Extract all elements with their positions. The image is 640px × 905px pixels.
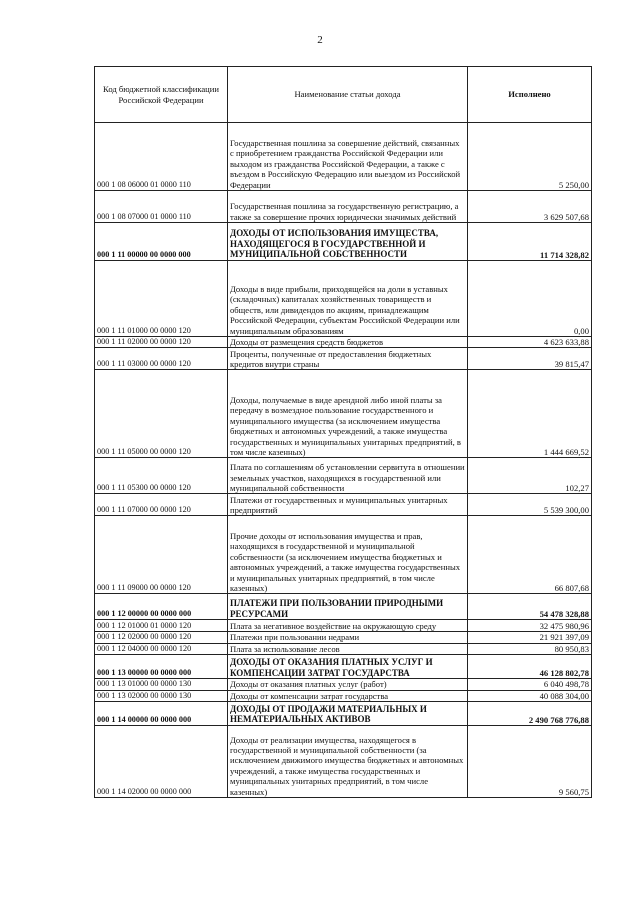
row-value: 5 250,00 [468, 123, 592, 191]
table-row [95, 726, 592, 798]
row-name: Плата по соглашениям об установлении сервитута в отношении земельных участков, находящихся в государственной или муниципальной собственности [228, 458, 468, 494]
row-code: 000 1 11 01000 00 0000 120 [95, 261, 228, 337]
row-value: 3 629 507,68 [468, 191, 592, 223]
row-name: Доходы от компенсации затрат государства [228, 690, 468, 701]
row-code: 000 1 13 02000 00 0000 130 [95, 690, 228, 701]
table-row [95, 632, 592, 643]
row-code: 000 1 11 03000 00 0000 120 [95, 348, 228, 370]
table-row [95, 679, 592, 690]
row-value: 54 478 328,88 [468, 594, 592, 620]
table-row [95, 620, 592, 632]
table-row [95, 690, 592, 701]
table-row [95, 494, 592, 516]
row-value: 9 560,75 [468, 726, 592, 798]
row-value: 21 921 397,09 [468, 632, 592, 643]
row-code: 000 1 12 00000 00 0000 000 [95, 594, 228, 620]
table-row [95, 516, 592, 594]
row-code: 000 1 11 05000 00 0000 120 [95, 370, 228, 458]
row-name: ПЛАТЕЖИ ПРИ ПОЛЬЗОВАНИИ ПРИРОДНЫМИ РЕСУРСАМИ [228, 594, 468, 620]
revenue-table [94, 66, 592, 798]
row-name: Плата за использование лесов [228, 643, 468, 654]
row-name: Государственная пошлина за государственную регистрацию, а также за совершение прочих юридически значимых действий [228, 191, 468, 223]
table-header-row [95, 67, 592, 123]
page-number: 2 [317, 34, 323, 46]
row-value: 80 950,83 [468, 643, 592, 654]
row-code: 000 1 14 02000 00 0000 000 [95, 726, 228, 798]
table-row [95, 123, 592, 191]
row-code: 000 1 12 04000 00 0000 120 [95, 643, 228, 654]
row-name: ДОХОДЫ ОТ ПРОДАЖИ МАТЕРИАЛЬНЫХ И НЕМАТЕРИАЛЬНЫХ АКТИВОВ [228, 702, 468, 726]
row-value: 66 807,68 [468, 516, 592, 594]
table-row [95, 223, 592, 261]
row-code: 000 1 11 00000 00 0000 000 [95, 223, 228, 261]
table-row [95, 643, 592, 654]
table-row [95, 594, 592, 620]
row-code: 000 1 08 06000 01 0000 110 [95, 123, 228, 191]
row-value: 1 444 669,52 [468, 370, 592, 458]
row-name: Государственная пошлина за совершение действий, связанных с приобретением гражданства Российской Федерации или выходом из гражданства Российской Федерации, а также с въездом в Российскую Федерацию или выездом из Российской Федерации [228, 123, 468, 191]
row-value: 39 815,47 [468, 348, 592, 370]
row-name: Доходы в виде прибыли, приходящейся на доли в уставных (складочных) капиталах хозяйственных товариществ и обществ, или дивидендов по акциям, принадлежащим Российской Федерации, субъектам Российской Федерации или муниципальным образованиям [228, 261, 468, 337]
row-name: Проценты, полученные от предоставления бюджетных кредитов внутри страны [228, 348, 468, 370]
table-row [95, 191, 592, 223]
row-code: 000 1 11 02000 00 0000 120 [95, 337, 228, 348]
header-code: Код бюджетной классификации Российской Федерации [95, 67, 228, 123]
row-name: Плата за негативное воздействие на окружающую среду [228, 620, 468, 632]
table-row [95, 370, 592, 458]
row-name: Доходы от размещения средств бюджетов [228, 337, 468, 348]
row-name: ДОХОДЫ ОТ ОКАЗАНИЯ ПЛАТНЫХ УСЛУГ И КОМПЕНСАЦИИ ЗАТРАТ ГОСУДАРСТВА [228, 655, 468, 679]
row-name: Доходы от реализации имущества, находящегося в государственной и муниципальной собственности (за исключением движимого имущества бюджетных и автономных учреждений, а также имущества государственных и муниципальных унитарных предприятий, в том числе казенных) [228, 726, 468, 798]
row-code: 000 1 11 05300 00 0000 120 [95, 458, 228, 494]
row-value: 0,00 [468, 261, 592, 337]
table-body [95, 123, 592, 798]
row-name: Доходы, получаемые в виде арендной либо иной платы за передачу в возмездное пользование государственного и муниципального имущества (за исключением имущества бюджетных и автономных учреждений, а также имущества государственных и муниципальных унитарных предприятий, в том числе казенных) [228, 370, 468, 458]
row-name: Платежи от государственных и муниципальных унитарных предприятий [228, 494, 468, 516]
table-row [95, 261, 592, 337]
row-value: 46 128 802,78 [468, 655, 592, 679]
row-code: 000 1 11 09000 00 0000 120 [95, 516, 228, 594]
row-value: 102,27 [468, 458, 592, 494]
row-code: 000 1 12 02000 00 0000 120 [95, 632, 228, 643]
row-name: Доходы от оказания платных услуг (работ) [228, 679, 468, 690]
row-code: 000 1 14 00000 00 0000 000 [95, 702, 228, 726]
row-code: 000 1 12 01000 01 0000 120 [95, 620, 228, 632]
row-code: 000 1 13 00000 00 0000 000 [95, 655, 228, 679]
row-value: 11 714 328,82 [468, 223, 592, 261]
row-value: 40 088 304,00 [468, 690, 592, 701]
row-name: Прочие доходы от использования имущества и прав, находящихся в государственной и муниципальной собственности (за исключением имущества бюджетных и автономных учреждений, а также имущества государственных и муниципальных унитарных предприятий, в том числе казенных) [228, 516, 468, 594]
row-value: 4 623 633,88 [468, 337, 592, 348]
table-row [95, 702, 592, 726]
header-name: Наименование статьи дохода [228, 67, 468, 123]
row-code: 000 1 13 01000 00 0000 130 [95, 679, 228, 690]
table-row [95, 348, 592, 370]
row-code: 000 1 11 07000 00 0000 120 [95, 494, 228, 516]
row-code: 000 1 08 07000 01 0000 110 [95, 191, 228, 223]
row-value: 5 539 300,00 [468, 494, 592, 516]
table-row [95, 458, 592, 494]
row-value: 2 490 768 776,88 [468, 702, 592, 726]
row-name: Платежи при пользовании недрами [228, 632, 468, 643]
row-value: 32 475 980,96 [468, 620, 592, 632]
row-name: ДОХОДЫ ОТ ИСПОЛЬЗОВАНИЯ ИМУЩЕСТВА, НАХОДЯЩЕГОСЯ В ГОСУДАРСТВЕННОЙ И МУНИЦИПАЛЬНОЙ СОБСТВЕННОСТИ [228, 223, 468, 261]
table-row [95, 337, 592, 348]
header-value: Исполнено [468, 67, 592, 123]
row-value: 6 040 498,78 [468, 679, 592, 690]
table-row [95, 655, 592, 679]
